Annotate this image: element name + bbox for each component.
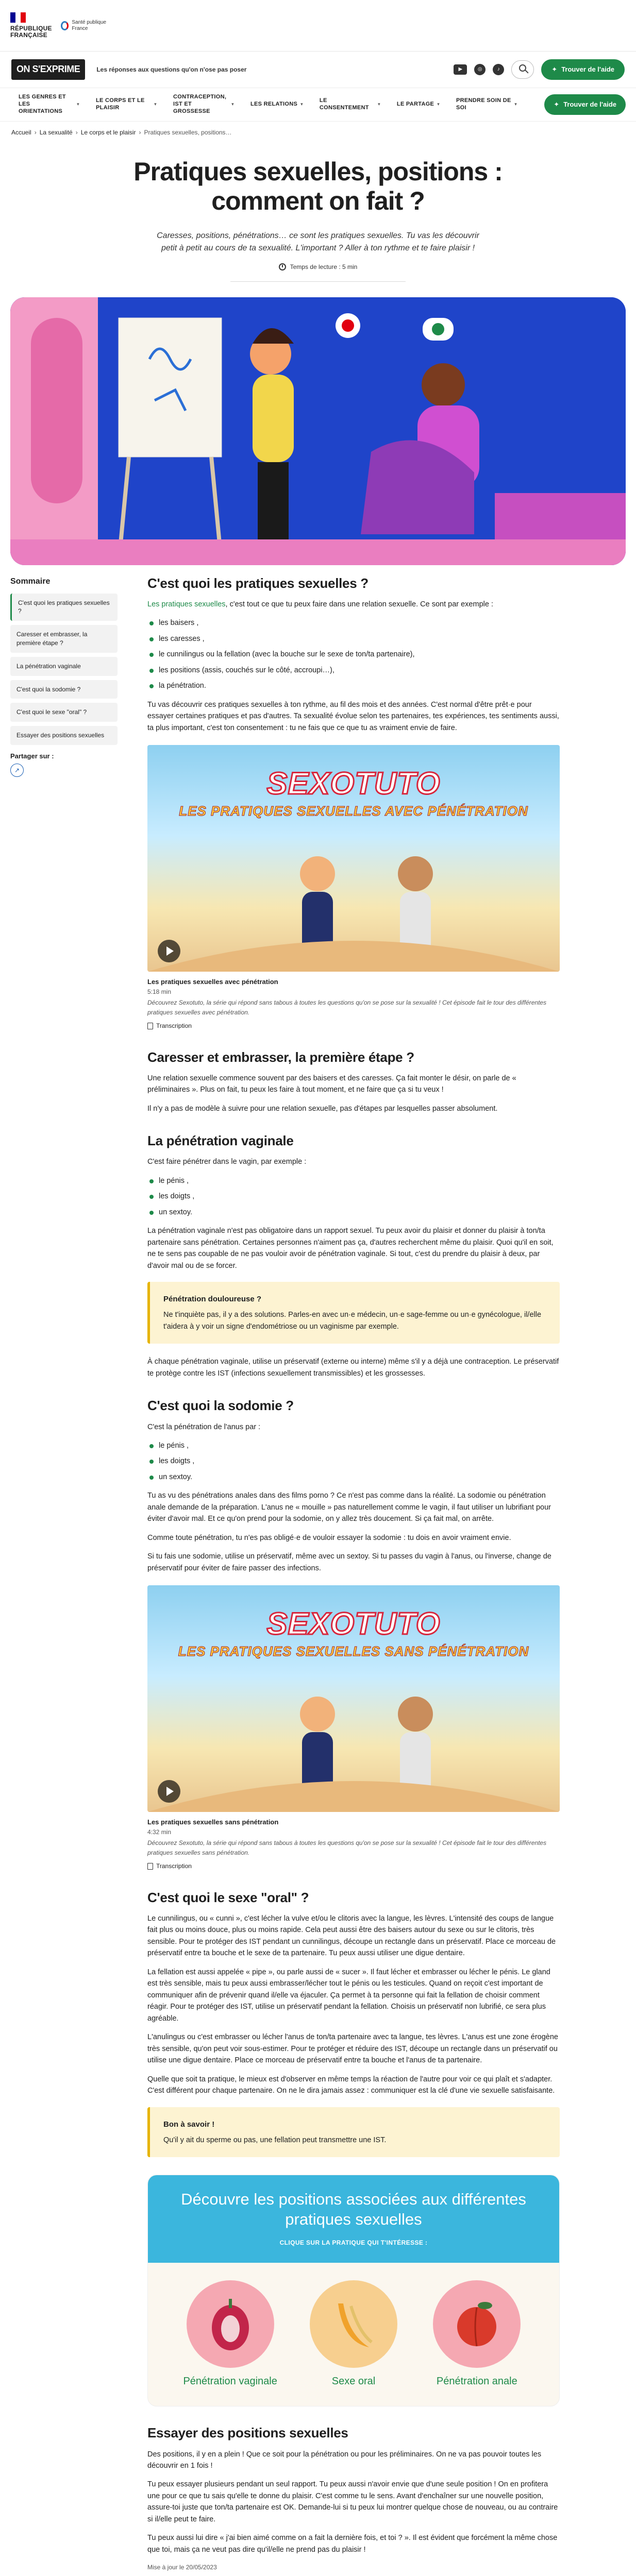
breadcrumb-separator-icon: › <box>139 129 141 136</box>
paragraph: C'est la pénétration de l'anus par : <box>147 1422 261 1431</box>
share-icon[interactable]: ↗ <box>10 764 24 777</box>
callout-title: Pénétration douloureuse ? <box>163 1295 262 1304</box>
positions-card-header <box>148 2175 559 2263</box>
instagram-icon[interactable]: ◎ <box>474 64 486 75</box>
nav-item-soin[interactable] <box>448 88 525 122</box>
video-meta <box>147 977 560 1031</box>
positions-card-items <box>148 2263 559 2406</box>
list-item: les doigts , <box>147 1455 560 1467</box>
chevron-down-icon: ▾ <box>231 101 234 107</box>
paragraph: Il n'y a pas de modèle à suivre pour une relation sexuelle, pas d'étapes par lesquelles passer absolument. <box>147 1104 498 1113</box>
help-icon: ✦ <box>554 100 560 108</box>
brand-tagline: Les réponses aux questions qu'on n'ose pas poser <box>96 65 247 73</box>
sante-publique-logo[interactable] <box>61 20 112 32</box>
list-item: les caresses , <box>147 633 560 645</box>
callout-bon-a-savoir <box>147 2107 560 2158</box>
paragraph <box>147 599 560 610</box>
nav-item-partage[interactable] <box>389 88 448 122</box>
toc-item-pratiques[interactable]: C'est quoi les pratiques sexuelles ? <box>10 594 118 621</box>
list-item: les positions (assis, couchés sur le côté, accroupi…), <box>147 665 560 676</box>
find-help-button[interactable] <box>541 59 625 80</box>
main-nav <box>0 88 636 122</box>
document-icon <box>147 1023 153 1029</box>
sante-publique-icon <box>61 21 69 30</box>
toc-item-oral[interactable]: C'est quoi le sexe "oral" ? <box>10 703 118 722</box>
article-layout <box>0 565 636 2576</box>
video-duration: 4:32 min <box>147 1828 172 1836</box>
chevron-down-icon: ▾ <box>378 101 380 107</box>
video-caption: Découvrez Sexotuto, la série qui répond sans tabous à toutes les questions qu'on se pose sur la sexualité ! Cet épisode fait le tour des différentes pratiques sexuelles sans pénétration. <box>147 1839 547 1856</box>
chevron-down-icon: ▾ <box>154 101 157 107</box>
video-player[interactable] <box>147 1585 560 1812</box>
list <box>147 1440 560 1483</box>
position-label: Pénétration vaginale <box>183 2376 277 2387</box>
hero-divider <box>230 281 406 282</box>
nav-cta-label: Trouver de l'aide <box>563 100 616 108</box>
paragraph: Des positions, il y en a plein ! Que ce soit pour la pénétration ou pour les préliminaires. On ne va pas pouvoir toutes les découvrir en 1 fois ! <box>147 2450 542 2470</box>
list-item: le cunnilingus ou la fellation (avec la bouche sur le sexe de ton/ta partenaire), <box>147 649 560 660</box>
nav-item-relations[interactable] <box>242 88 311 122</box>
callout-text: Qu'il y ait du sperme ou pas, une fellation peut transmettre une IST. <box>163 2136 387 2144</box>
nav-label: LE CORPS ET LE PLAISIR <box>96 97 145 111</box>
top-header <box>0 0 636 52</box>
toc-item-caresser[interactable]: Caresser et embrasser, la première étape ? <box>10 625 118 653</box>
breadcrumb-corps[interactable]: Le corps et le plaisir <box>80 129 136 136</box>
play-icon[interactable] <box>158 1780 180 1803</box>
video-screen-subtitle: LES PRATIQUES SEXUELLES SANS PÉNÉTRATION <box>178 1643 529 1659</box>
callout-douleur <box>147 1282 560 1344</box>
agency-logo-text: Santé publique France <box>72 19 107 31</box>
help-icon: ✦ <box>551 65 558 73</box>
paragraph: Tu as vu des pénétrations anales dans des films porno ? Ce n'est pas comme dans la réalité. La sodomie ou pénétration anale demande de la préparation. L'anus ne « mouille » pas naturellement comme le vagin, il faut utiliser un lubrifiant pour éviter d'avoir mal. Et ce qu'on prend pour la sodomie, on y allez très doucement. Si ça fait mal, on arrête. <box>147 1492 551 1523</box>
nav-label: LES RELATIONS <box>250 101 298 108</box>
clock-icon <box>279 263 286 270</box>
list-item: les baisers , <box>147 617 560 629</box>
paragraph: À chaque pénétration vaginale, utilise un préservatif (externe ou interne) même s'il y a déjà une contraception. Le préservatif te protège contre les IST (infections sexuellement transmissibles) et les grossesses. <box>147 1358 559 1378</box>
video-caption: Découvrez Sexotuto, la série qui répond sans tabous à toutes les questions qu'on se pose sur la sexualité ! Cet épisode fait le tour des différentes pratiques sexuelles avec pénétration. <box>147 998 547 1016</box>
paragraph: Si tu fais une sodomie, utilise un préservatif, même avec un sextoy. Si tu passes du vagin à l'anus, ou l'inverse, change de préservatif pour éviter de faire passer des infections. <box>147 1552 551 1572</box>
list <box>147 617 560 691</box>
video-screen-title: SEXOTUTO <box>266 766 441 801</box>
table-of-contents <box>10 575 118 2576</box>
paragraph: Quelle que soit ta pratique, le mieux est d'observer en même temps la réaction de l'autre pour voir ce qui plaît et s'adapter. C'est différent pour chaque partenaire. On ne le dira jamais assez : communiquer est la clé d'une vie sexuelle satisfaisante. <box>147 2075 555 2095</box>
breadcrumb-sexualite[interactable]: La sexualité <box>39 129 73 136</box>
transcript-label: Transcription <box>156 1022 192 1030</box>
video-scene <box>147 1585 560 1812</box>
breadcrumb-separator-icon: › <box>75 129 78 136</box>
hero-illustration-svg <box>10 297 626 565</box>
section-title: C'est quoi la sodomie ? <box>147 1398 294 1414</box>
last-updated: Mise à jour le 20/05/2023 <box>147 2564 217 2571</box>
transcript-label: Transcription <box>156 1862 192 1870</box>
paragraph: Le cunnilingus, ou « cunni », c'est lécher la vulve et/ou le clitoris avec la langue, les lèvres. L'intensité des coups de langue fait plus ou moins douce, plus ou moins rapide. Cela peut aussi être des baisers autour du sexe ou sur le clitoris, très sensible. Pour te protéger des IST pendant un cunnilingus, découpe un rectangle dans un préservatif. Place ce morceau de préservatif entre ta bouche et le sexe de ta partenaire. Tu peux aussi utiliser une digue dentaire. <box>147 1914 556 1958</box>
nav-label: PRENDRE SOIN DE SOI <box>456 97 511 111</box>
nav-label: LES GENRES ET LES ORIENTATIONS <box>19 94 66 114</box>
position-item-anale[interactable] <box>425 2280 528 2387</box>
chevron-down-icon: ▾ <box>514 101 517 107</box>
video-player[interactable] <box>147 745 560 972</box>
video-meta <box>147 1817 560 1871</box>
paragraph-text: , c'est tout ce que tu peux faire dans une relation sexuelle. Ce sont par exemple : <box>225 600 493 608</box>
chevron-down-icon: ▾ <box>77 101 79 107</box>
flag-icon <box>10 12 26 23</box>
list-item: la pénétration. <box>147 680 560 691</box>
section-title: Essayer des positions sexuelles <box>147 2425 348 2441</box>
page-intro: Caresses, positions, pénétrations… ce sont les pratiques sexuelles. Tu vas les découvrir petit à petit au cours de ta sexualité. L'important ? Aller à ton rythme et te faire plaisir ! <box>157 231 479 253</box>
chevron-down-icon: ▾ <box>300 101 303 107</box>
list-item: le pénis , <box>147 1440 560 1451</box>
video-scene <box>147 745 560 972</box>
nav-find-help-button[interactable] <box>544 94 626 115</box>
find-help-label: Trouver de l'aide <box>561 65 614 73</box>
section-title: Caresser et embrasser, la première étape ? <box>147 1049 414 1065</box>
page-title: Pratiques sexuelles, positions : comment on fait ? <box>133 157 503 216</box>
paragraph: La fellation est aussi appelée « pipe », ou parle aussi de « sucer ». Il faut lécher et embrasser ou lécher le pénis. Le gland est très sensible, mais tu peux aussi embrasser/lécher tout le pénis ou les testicules. Quand on reçoit c'est important de communiquer afin de prévenir quand il/elle va éjaculer. Ça permet à ta personne qui fait la fellation de choisir comment réagir. Pour te protéger des IST, utilise un préservatif pendant la fellation. Choisis un préservatif non lubrifié, ce sera plus agréable. <box>147 1968 550 2023</box>
brand-logo[interactable]: ON S'EXPRIME <box>11 59 85 80</box>
video-transcript-link[interactable] <box>147 1861 560 1871</box>
read-time-label: Temps de lecture : 5 min <box>290 263 358 271</box>
callout-text: Ne t'inquiète pas, il y a des solutions. Parles-en avec un·e médecin, un·e sage-femme ou un·e gynécologue, il/elle t'aidera à y voir un signe d'endométriose ou un vaginisme par exemple. <box>163 1311 542 1331</box>
video-screen-title: SEXOTUTO <box>266 1606 441 1641</box>
document-icon <box>147 1863 153 1870</box>
inline-link[interactable]: Les pratiques sexuelles <box>147 600 226 608</box>
chevron-down-icon: ▾ <box>437 101 440 107</box>
social-links <box>454 59 625 80</box>
banana-svg <box>330 2296 377 2352</box>
positions-card-title: Découvre les positions associées aux différentes pratiques sexuelles <box>181 2190 526 2228</box>
tiktok-icon[interactable]: ♪ <box>493 64 504 75</box>
nav-item-corps[interactable] <box>88 88 165 122</box>
video-title: Les pratiques sexuelles avec pénétration <box>147 978 278 986</box>
list-item: un sextoy. <box>147 1471 560 1483</box>
fig-svg <box>207 2296 254 2352</box>
youtube-icon[interactable]: ▶ <box>454 64 467 75</box>
list-item: un sextoy. <box>147 1207 560 1218</box>
share-label: Partager sur : <box>10 752 54 760</box>
peach-svg <box>451 2298 503 2350</box>
paragraph: C'est faire pénétrer dans le vagin, par exemple : <box>147 1158 307 1166</box>
search-button[interactable] <box>511 60 534 79</box>
video-transcript-link[interactable] <box>147 1021 560 1031</box>
nav-item-genres[interactable] <box>10 88 88 122</box>
toc-item-positions[interactable]: Essayer des positions sexuelles <box>10 726 118 745</box>
toc-item-penetration[interactable]: La pénétration vaginale <box>10 657 118 676</box>
read-time <box>0 262 636 272</box>
peach-icon <box>433 2280 521 2368</box>
nav-label: CONTRACEPTION, IST ET GROSSESSE <box>173 94 227 114</box>
nav-item-contraception[interactable] <box>165 88 242 122</box>
video-card <box>147 1585 560 1871</box>
position-item-oral[interactable] <box>302 2280 405 2387</box>
video-title: Les pratiques sexuelles sans pénétration <box>147 1818 279 1826</box>
breadcrumb <box>0 122 636 144</box>
position-label: Pénétration anale <box>436 2376 517 2387</box>
breadcrumb-current: Pratiques sexuelles, positions… <box>144 129 232 136</box>
breadcrumb-separator-icon: › <box>34 129 37 136</box>
republique-francaise-logo[interactable] <box>10 12 55 39</box>
section-oral <box>147 1890 560 2407</box>
paragraph: Tu peux essayer plusieurs pendant un seul rapport. Tu peux aussi n'avoir envie que d'une seule position ! On en profitera une pour ce que tu sais qu'elle te donne du plaisir. C'est comme tu le sens. Avant d'enchaîner sur une nouvelle position, assure-toi juste que ton/ta partenaire est OK. Demande-lui si tu peux lui montrer quelque chose de nouveau, ou au contraire si il/elle peut te faire. <box>147 2480 558 2523</box>
video-screen-subtitle: LES PRATIQUES SEXUELLES AVEC PÉNÉTRATION <box>179 803 528 819</box>
list-item: le pénis , <box>147 1175 560 1187</box>
paragraph: L'anulingus ou c'est embrasser ou lécher l'anus de ton/ta partenaire avec ta langue, tes lèvres. L'anus est une zone érogène très sensible, qu'on peut voir sous-estimer. Pour te protéger et réduire des IST, découpe un rectangle dans un préservatif ou utilise une digue dentaire. Place ce morceau de préservatif entre ta bouche et l'anus de ta partenaire. <box>147 2033 558 2065</box>
breadcrumb-home[interactable]: Accueil <box>11 129 31 136</box>
paragraph: Comme toute pénétration, tu n'es pas obligé·e de vouloir essayer la sodomie : tu dois en avoir vraiment envie. <box>147 1533 511 1542</box>
search-icon <box>519 64 526 72</box>
section-pratiques <box>147 575 560 1031</box>
video-card <box>147 745 560 1031</box>
section-sodomie <box>147 1398 560 1871</box>
brand-bar <box>0 52 636 88</box>
paragraph: La pénétration vaginale n'est pas obligatoire dans un rapport sexuel. Tu peux avoir du plaisir et donner du plaisir à ton/ta partenaire sans pénétration. Certaines personnes n'aiment pas ça, d'autres recherchent même du plaisir. Quoi qu'il en soit, ne te sens pas coupable de ne pas vouloir avoir de pénétration vaginale. Si tout, c'est du prendre du plaisir à deux, par d'avoir mal ou de se forcer. <box>147 1227 554 1270</box>
callout-title: Bon à savoir ! <box>163 2120 215 2129</box>
article-content <box>147 575 560 2576</box>
banana-icon <box>310 2280 397 2368</box>
position-label: Sexe oral <box>331 2376 376 2387</box>
positions-card-subtitle: CLIQUE SUR LA PRATIQUE QUI T'INTÉRESSE : <box>279 2239 428 2246</box>
nav-label: LE PARTAGE <box>396 101 434 108</box>
section-title: La pénétration vaginale <box>147 1133 294 1149</box>
toc-item-sodomie[interactable]: C'est quoi la sodomie ? <box>10 680 118 699</box>
play-icon[interactable] <box>158 940 180 962</box>
list-item: les doigts , <box>147 1191 560 1202</box>
position-item-vaginale[interactable] <box>179 2280 282 2387</box>
list <box>147 1175 560 1218</box>
fig-icon <box>187 2280 274 2368</box>
toc-title: Sommaire <box>10 577 51 586</box>
section-positions <box>147 2425 560 2572</box>
paragraph: Tu peux aussi lui dire « j'ai bien aimé comme on a fait la dernière fois, et toi ? ». Il est évident que forcément la même chose que toi, mais ça ne veut pas dire qu'il/elle ne prend pas du plaisir ! <box>147 2534 558 2554</box>
paragraph: Une relation sexuelle commence souvent par des baisers et des caresses. Ça fait monter le désir, on parle de « préliminaires ». Plus on fait, tu peux les faire à tout moment, et ne faire que ça si tu veux ! <box>147 1074 516 1094</box>
gov-logo-text: RÉPUBLIQUE FRANÇAISE <box>10 24 52 39</box>
section-title: C'est quoi le sexe "oral" ? <box>147 1889 309 1905</box>
hero-illustration <box>10 297 626 565</box>
section-caresser <box>147 1049 560 1115</box>
nav-item-consentement[interactable] <box>311 88 389 122</box>
positions-card <box>147 2175 560 2406</box>
section-penetration <box>147 1133 560 1379</box>
paragraph: Tu vas découvrir ces pratiques sexuelles à ton rythme, au fil des mois et des années. C'est normal d'être prêt·e pour essayer certaines pratiques et pas d'autres. Ta sexualité évolue selon tes partenaires, tes expériences, tes sentiments aussi, ta plus important, c'est ton consentement : tu ne fais que ce que tu as vraiment envie de faire. <box>147 700 559 732</box>
video-duration: 5:18 min <box>147 988 172 996</box>
section-title: C'est quoi les pratiques sexuelles ? <box>147 575 369 591</box>
nav-label: LE CONSENTEMENT <box>319 97 369 111</box>
